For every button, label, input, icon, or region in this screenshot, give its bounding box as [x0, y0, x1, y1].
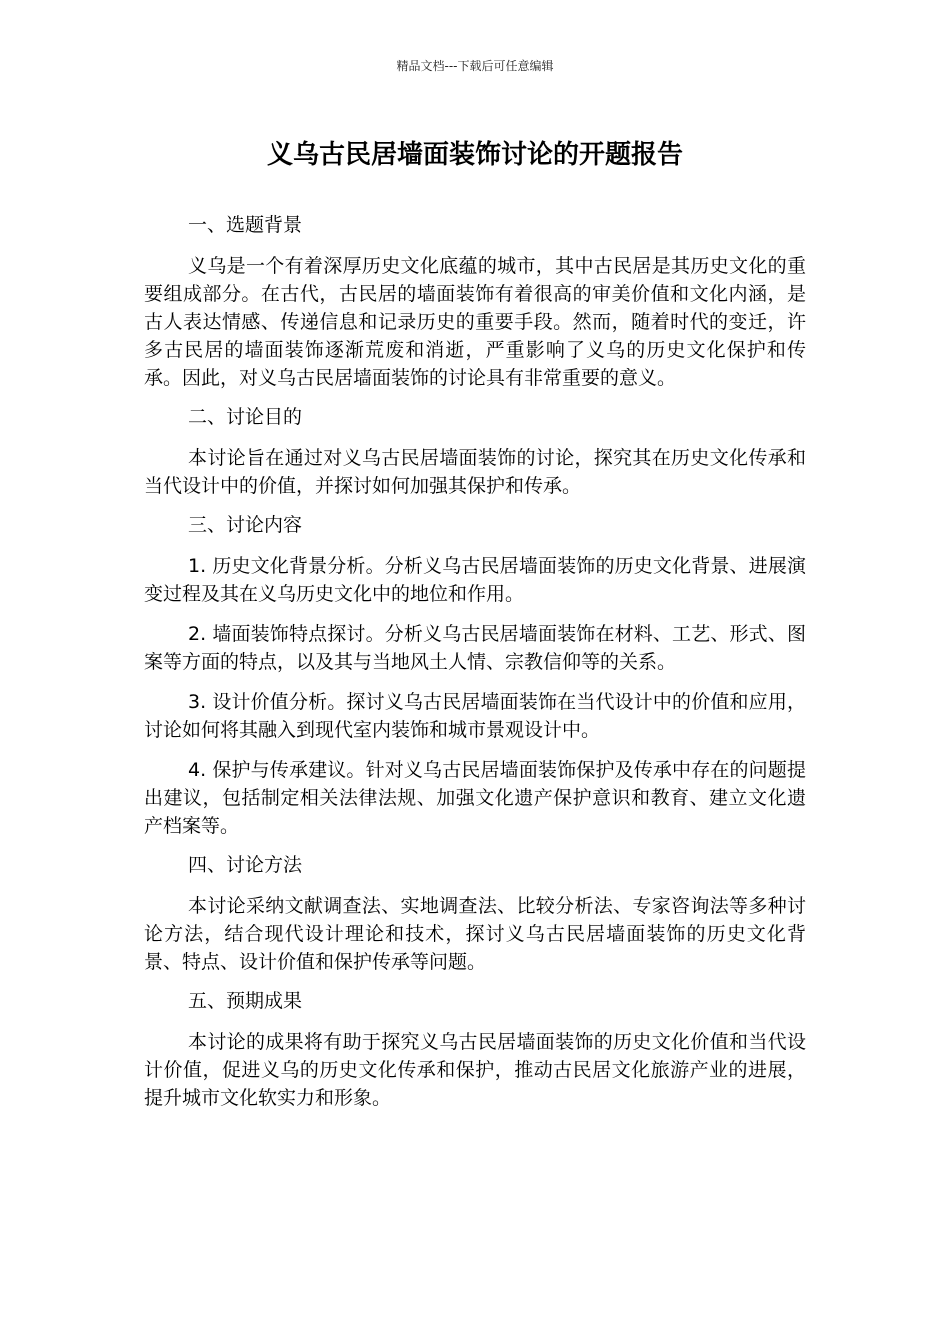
section-heading-method: 四、讨论方法 [188, 854, 303, 876]
section-heading-content: 三、讨论内容 [188, 514, 303, 536]
section-heading-background: 一、选题背景 [188, 214, 303, 236]
page-header-watermark: 精品文档---下载后可任意编辑 [396, 59, 554, 73]
content-item-2: 2. 墙面装饰特点探讨。分析义乌古民居墙面装饰在材料、工艺、形式、图案等方面的特点，以及其与当地风土人情、宗教信仰等的关系。 [144, 623, 806, 673]
document-title: 义乌古民居墙面装饰讨论的开题报告 [266, 140, 683, 170]
paragraph-purpose: 本讨论旨在通过对义乌古民居墙面装饰的讨论，探究其在历史文化传承和当代设计中的价值，并探讨如何加强其保护和传承。 [144, 447, 806, 497]
section-heading-outcome: 五、预期成果 [188, 990, 303, 1012]
section-heading-purpose: 二、讨论目的 [188, 406, 303, 428]
paragraph-outcome: 本讨论的成果将有助于探究义乌古民居墙面装饰的历史文化价值和当代设计价值，促进义乌的历史文化传承和保护，推动古民居文化旅游产业的进展，提升城市文化软实力和形象。 [144, 1031, 806, 1109]
content-item-4: 4. 保护与传承建议。针对义乌古民居墙面装饰保护及传承中存在的问题提出建议，包括制定相关法律法规、加强文化遗产保护意识和教育、建立文化遗产档案等。 [144, 759, 806, 837]
paragraph-method: 本讨论采纳文献调查法、实地调查法、比较分析法、专家咨询法等多种讨论方法，结合现代设计理论和技术，探讨义乌古民居墙面装饰的历史文化背景、特点、设计价值和保护传承等问题。 [144, 895, 806, 973]
paragraph-background: 义乌是一个有着深厚历史文化底蕴的城市，其中古民居是其历史文化的重要组成部分。在古代，古民居的墙面装饰有着很高的审美价值和文化内涵，是古人表达情感、传递信息和记录历史的重要手段。然而，随着时代的变迁，许多古民居的墙面装饰逐渐荒废和消逝，严重影响了义乌的历史文化保护和传承。因此，对义乌古民居墙面装饰的讨论具有非常重要的意义。 [144, 255, 806, 389]
content-item-3: 3. 设计价值分析。探讨义乌古民居墙面装饰在当代设计中的价值和应用，讨论如何将其融入到现代室内装饰和城市景观设计中。 [144, 691, 806, 741]
document-body [144, 212, 806, 1124]
content-item-1: 1. 历史文化背景分析。分析义乌古民居墙面装饰的历史文化背景、进展演变过程及其在义乌历史文化中的地位和作用。 [144, 555, 806, 605]
